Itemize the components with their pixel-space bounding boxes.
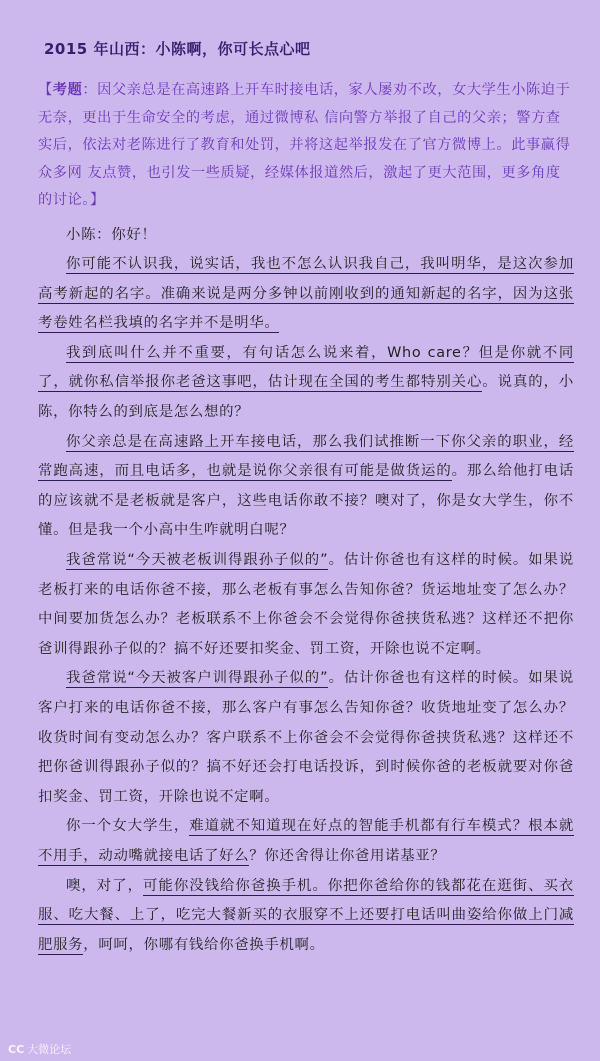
essay-paragraph [38, 546, 574, 664]
underlined-text: 我爸常说“今天被老板训得跟孙子似的” [66, 552, 329, 569]
watermark-logo: CC [8, 1043, 25, 1056]
essay-paragraph [38, 812, 574, 871]
page-title: 2015 年山西：小陈啊，你可长点心吧 [44, 40, 311, 58]
essay-paragraph [38, 339, 574, 428]
essay-paragraph [38, 664, 574, 812]
essay-paragraph [38, 428, 574, 546]
essay-paragraph [38, 872, 574, 961]
paragraph-text: 噢，对了， [66, 877, 144, 894]
prompt-bracket-close: 】 [90, 192, 105, 208]
watermark-text: 大微论坛 [27, 1043, 72, 1056]
paragraph-text: 你一个女大学生， [66, 818, 190, 835]
essay-paragraph [38, 221, 574, 251]
prompt-bracket-open: 【 [38, 82, 53, 98]
underlined-text: 你可能不认识我，说实话，我也不怎么认识我自己，我叫明华，是这次参加高考新起的名字。准确来说是两分多钟以前刚收到的通知新起的名字，因为这张考卷姓名栏我填的名字并不是明华。 [38, 256, 574, 332]
paragraph-text: 。说真的，小陈，你特么的到底是怎么想的？ [38, 374, 574, 421]
watermark [8, 1041, 71, 1057]
paragraph-text: 。估计你爸也有这样的时候。如果说客户打来的电话你爸不接，那么客户有事怎么告知你爸？收货地址变了怎么办？收货时间有变动怎么办？客户联系不上你爸会不会觉得你爸挟货私逃？这样还不把你爸训得跟孙子似的？搞不好还会打电话投诉，到时候你爸的老板就要对你爸扣奖金、罚工资，开除也说不定啊。 [38, 670, 575, 805]
underlined-text: 你父亲总是在高速路上开车接电话，那么我们试推断一下你父亲的职业，经常跑高速，而且电话多，也就是说你父亲很有可能是做货运的 [38, 433, 574, 480]
paragraph-text: 小陈：你好！ [66, 226, 157, 243]
underlined-text: 可能你没钱给你爸换手机。你把你爸给你的钱都花在逛街、买衣服、吃大餐、上了，吃完大餐新买的衣服穿不上还要打电话叫曲姿给你做上门减肥服务 [38, 877, 574, 953]
prompt-text: ：因父亲总是在高速路上开车时接电话，家人屡劝不改，女大学生小陈迫于无奈，更出于生命安全的考虑，通过微博私 信向警方举报了自己的父亲；警方查实后，依法对老陈进行了教育和处罚，并将这起举报发在了官方微博上。此事赢得众多网 友点赞，也引发一些质疑，经媒体报道然后，激起了更大范围，更多角度的讨论。 [38, 82, 571, 208]
essay-body [38, 221, 574, 961]
prompt-label: 考题 [52, 82, 83, 98]
paragraph-text: ，呵呵，你哪有钱给你爸换手机啊。 [83, 936, 325, 953]
underlined-text: 难道就不知道现在好点的智能手机都有行车模式？根本就不用手，动动嘴就接电话了好么 [38, 818, 574, 864]
essay-paragraph [38, 250, 574, 339]
paragraph-text: ？你还舍得让你爸用诺基亚？ [249, 847, 446, 864]
exam-prompt [38, 77, 574, 215]
underlined-text: 我到底叫什么并不重要，有句话怎么说来着，Who care？但是你就不同了，就你私信举报你老爸这事吧，估计现在全国的考生都特别关心 [38, 344, 574, 391]
paragraph-text: 。那么给他打电话的应该就不是老板就是客户，这些电话你敢不接？噢对了，你是女大学生，你不懂。但是我一个小高中生咋就明白呢？ [38, 463, 574, 539]
underlined-text: 我爸常说“今天被客户训得跟孙子似的” [66, 670, 329, 687]
paragraph-text: 。估计你爸也有这样的时候。如果说老板打来的电话你爸不接，那么老板有事怎么告知你爸？货运地址变了怎么办？中间要加货怎么办？老板联系不上你爸会不会觉得你爸挟货私逃？这样还不把你爸训得跟孙子似的？搞不好还要扣奖金、罚工资，开除也说不定啊。 [38, 552, 575, 657]
